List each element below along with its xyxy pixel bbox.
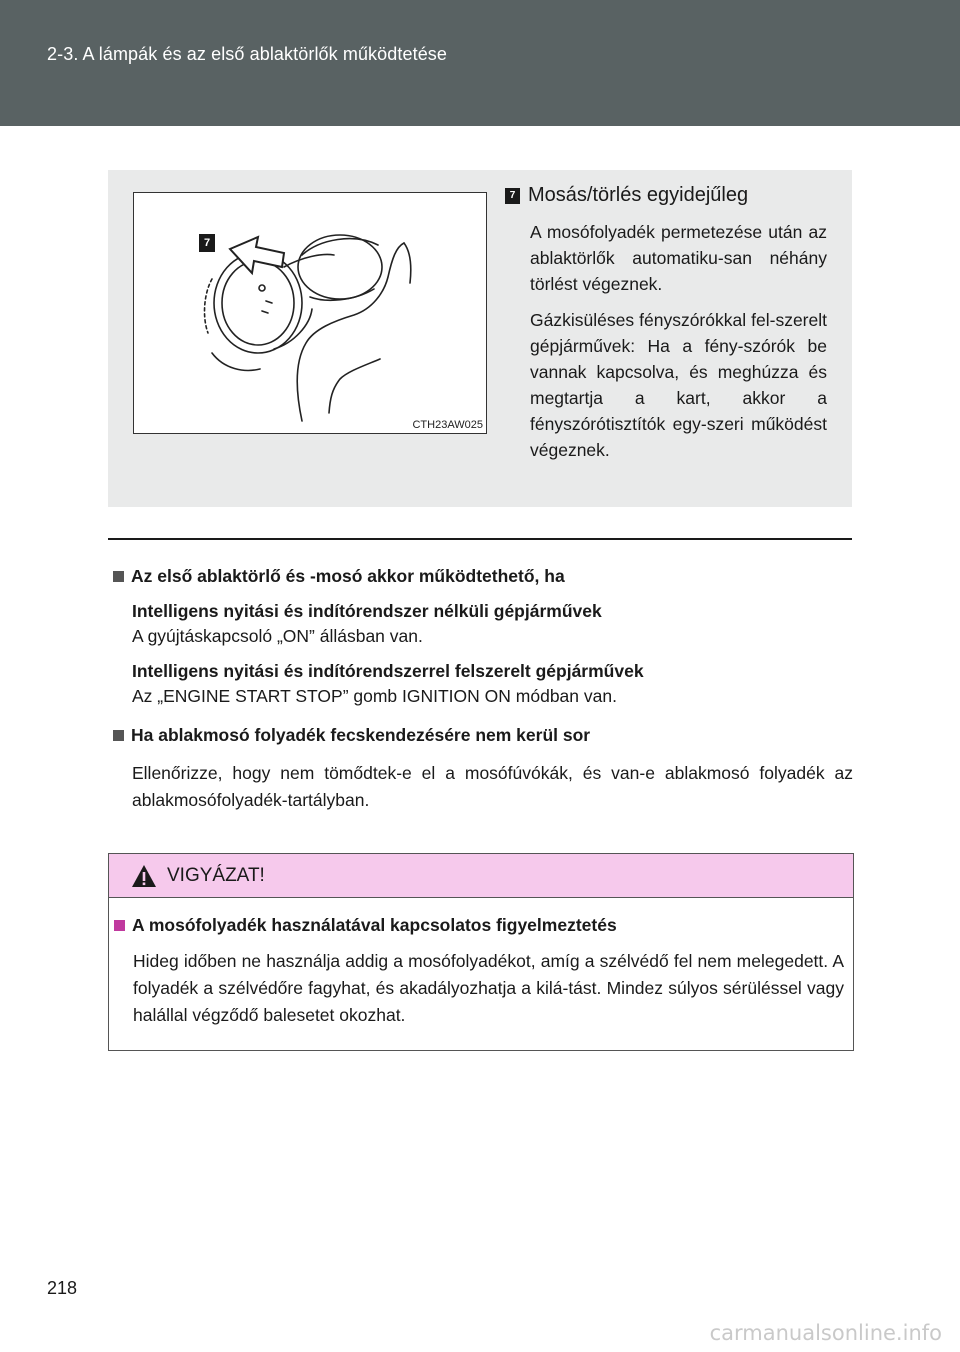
wiper-lever-illustration (133, 192, 487, 434)
warning-triangle-icon (131, 864, 157, 888)
note-heading-row (113, 564, 853, 589)
note-text: Ellenőrizze, hogy nem tömődtek-e el a mosófúvókák, és van-e ablakmosó folyadék az ablakmosófolyadék-tartályban. (132, 763, 853, 810)
item-paragraph: A mosófolyadék permetezése után az ablaktörlők automatiku-san néhány törlést végeznek. (530, 222, 827, 294)
caution-box (108, 853, 854, 1051)
figure-number-badge: 7 (199, 234, 215, 252)
item-title-row (505, 184, 827, 207)
note-no-spray (113, 723, 853, 814)
caution-heading: A mosófolyadék használatával kapcsolatos figyelmeztetés (132, 915, 617, 935)
caution-label: VIGYÁZAT! (167, 864, 265, 886)
note-heading-row (113, 723, 853, 748)
note-operability (113, 564, 853, 709)
hand-lever-drawing (134, 193, 486, 433)
note-text: A gyújtáskapcsoló „ON” állásban van. (132, 626, 423, 646)
page-header (0, 0, 960, 126)
caution-body (109, 898, 853, 1029)
note-subtitle: Intelligens nyitási és indítórendszerrel felszerelt gépjárművek (132, 661, 644, 681)
page-number: 218 (47, 1278, 78, 1298)
square-bullet-icon (113, 730, 124, 741)
section-divider (108, 538, 852, 540)
figure-code: CTH23AW025 (412, 419, 483, 431)
section-title: 2-3. A lámpák és az első ablaktörlők működtetése (47, 44, 448, 64)
caution-text: Hideg időben ne használja addig a mosófolyadékot, amíg a szélvédő fel nem melegedett. A folyadék a szélvédőre fagyhat, és akadályozhatja a kilá-tást. Mindez súlyos sérüléssel vagy halállal végződő balesetet okozhat. (133, 951, 844, 1025)
note-subtitle: Intelligens nyitási és indítórendszer nélküli gépjárművek (132, 601, 602, 621)
item-paragraph: Gázkisüléses fényszórókkal fel-szerelt gépjárművek: Ha a fény-szórók be vannak kapcsolva, és meghúzza és megtartja a kart, akkor a fényszórótisztítók egy-szeri működést végeznek. (530, 310, 827, 460)
watermark-footer: carmanualsonline.info (709, 1321, 942, 1345)
note-heading: Az első ablaktörlő és -mosó akkor működtethető, ha (131, 566, 565, 586)
item-description (505, 184, 827, 473)
caution-header (109, 854, 853, 898)
note-text: Az „ENGINE START STOP” gomb IGNITION ON módban van. (132, 686, 617, 706)
square-bullet-icon (113, 571, 124, 582)
note-heading: Ha ablakmosó folyadék fecskendezésére nem kerül sor (131, 725, 591, 745)
caution-heading-row (114, 912, 844, 938)
item-number-badge: 7 (505, 188, 520, 204)
illustration-panel (108, 170, 852, 507)
item-title: Mosás/törlés egyidejűleg (528, 184, 749, 206)
square-bullet-icon (114, 920, 125, 931)
